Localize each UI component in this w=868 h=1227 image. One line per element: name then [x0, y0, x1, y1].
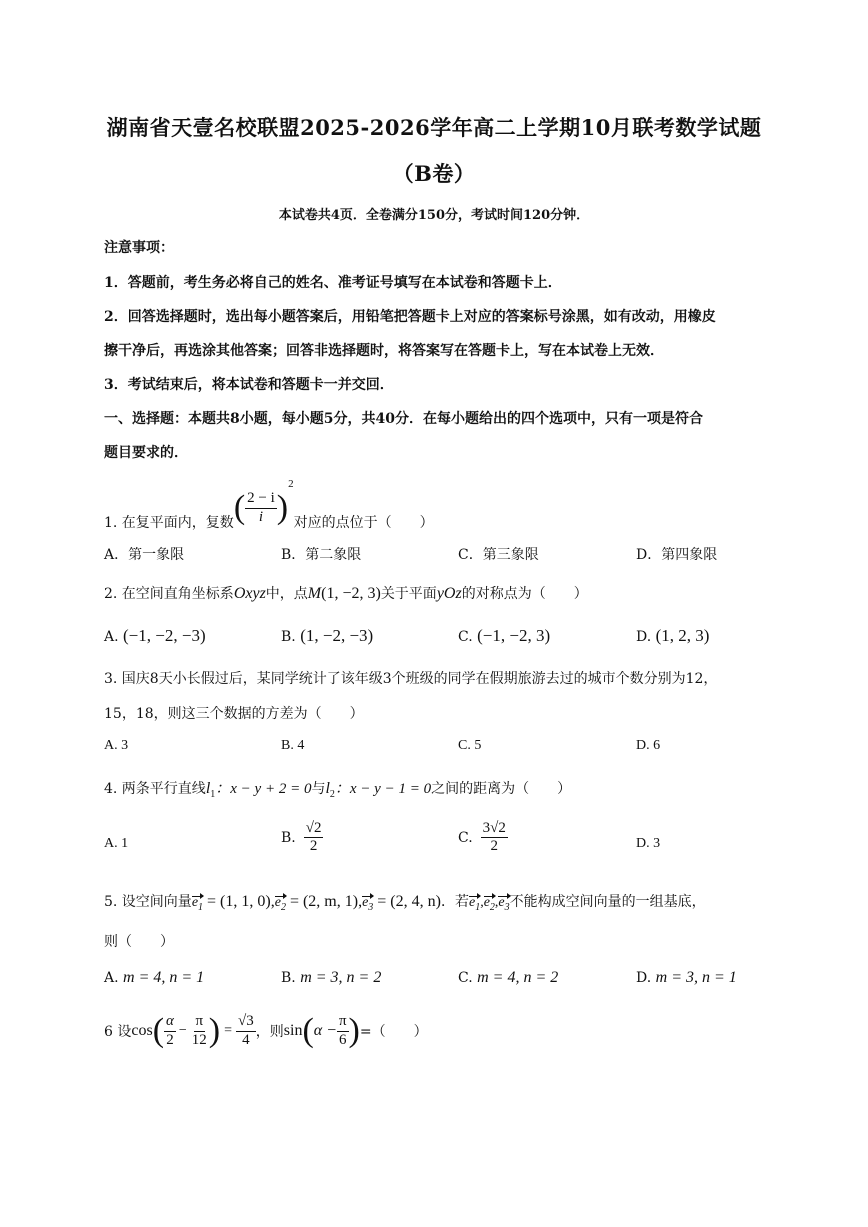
q5-option-c: C. m = 4, n = 2 — [458, 969, 559, 986]
q5-option-d: D. m = 3, n = 1 — [636, 969, 737, 986]
q1-suffix: 对应的点位于（ ） — [293, 515, 434, 531]
q3-option-c: C. 5 — [458, 738, 482, 753]
note-1: 1．答题前，考生务必将自己的姓名、准考证号填写在本试卷和答题卡上． — [104, 275, 562, 291]
q2-option-b: B. (1, −2, −3) — [281, 626, 374, 645]
q4-option-c: C. $\frac{3√2}{2}$ — [458, 820, 506, 855]
question-6: 6 设 cos ( $\frac{\alpha}{2}$ − $\frac{\pi}{12}$ ) = $\frac{√3}{4}$ ，则 sin ( α − $\frac{\pi}{6}$ ) =（ ） — [104, 1012, 428, 1049]
note-3: 3．考试结束后，将本试卷和答题卡一并交回． — [104, 377, 394, 393]
q1-prefix: 1. 在复平面内，复数 — [104, 515, 234, 531]
q1-exponent: 2 — [288, 478, 294, 490]
exam-volume: （B卷） — [392, 161, 476, 186]
q4-prefix: 4. 两条平行直线 — [104, 781, 206, 797]
q1-denominator: i — [258, 508, 264, 525]
q1-left-paren: ( — [233, 489, 246, 526]
q2-option-d: D. (1, 2, 3) — [636, 626, 710, 645]
question-2 — [104, 583, 588, 603]
q1-option-a: A．第一象限 — [104, 547, 185, 563]
question-5: 5. 设空间向量$e_1 = (1$, 1, $0),e_2 = (2$, m, $1),e_3 = (2$, 4, n)．若$e_1,e_2,e_3$不能构成空间向量的一组基底， — [104, 893, 706, 913]
question-5-line2: 则（ ） — [104, 934, 174, 950]
vector-e2: $e_2$ — [274, 895, 286, 913]
q2-coords: (1, −2, 3) — [321, 585, 381, 602]
question-3-line2: 15，18，则这三个数据的方差为（ ） — [104, 706, 364, 722]
q2-point: M — [307, 585, 322, 602]
q2-plane: yOz — [436, 585, 462, 602]
q3-option-d: D. 6 — [636, 738, 661, 753]
q2-system: Oxyz — [233, 585, 266, 602]
q1-right-paren: ) — [276, 489, 289, 526]
note-2-line2: 擦干净后，再选涂其他答案；回答非选择题时，将答案写在答题卡上，写在本试卷上无效． — [104, 343, 664, 359]
q4-option-b: B. $\frac{√2}{2}$ — [281, 820, 322, 855]
question-3-line1: 3. 国庆8天小长假过后，某同学统计了该年级3个班级的同学在假期旅游去过的城市个数分别为12， — [104, 671, 718, 687]
q5-option-a: A. m = 4, n = 1 — [104, 969, 205, 986]
section1-line2: 题目要求的． — [104, 445, 188, 461]
exam-intro: 本试卷共4页．全卷满分150分，考试时间120分钟． — [278, 208, 590, 223]
q2-mid: 中，点 — [265, 586, 308, 602]
section1-line1: 一、选择题：本题共8小题，每小题5分，共40分．在每小题给出的四个选项中，只有一项是符合 — [104, 411, 703, 427]
q2-prefix: 2. 在空间直角坐标系 — [104, 586, 234, 602]
q5-option-b: B. m = 3, n = 2 — [281, 969, 382, 986]
q4-option-a: A. 1 — [104, 836, 129, 851]
q1-fraction — [245, 490, 277, 526]
q2-mid2: 关于平面 — [380, 586, 437, 602]
q4-suffix: 之间的距离为（ ） — [431, 781, 572, 797]
q1-option-c: C．第三象限 — [458, 547, 539, 563]
q2-suffix: 的对称点为（ ） — [461, 586, 588, 602]
q4-eq2: ：x − y − 1 = 0 — [334, 781, 432, 797]
question-1 — [104, 478, 434, 532]
q1-numerator: 2 − i — [245, 490, 277, 508]
vector-e1: $e_1$ — [191, 895, 204, 913]
q4-eq1: ：x − y + 2 = 0 — [215, 781, 312, 797]
q2-option-a: A. (−1, −2, −3) — [104, 626, 206, 645]
q3-option-a: A. 3 — [104, 738, 129, 753]
q1-option-d: D．第四象限 — [636, 547, 718, 563]
q2-option-c: C. (−1, −2, 3) — [458, 626, 551, 645]
exam-title: 湖南省天壹名校联盟2025-2026学年高二上学期10月联考数学试题 — [106, 115, 762, 140]
note-2-line1: 2．回答选择题时，选出每小题答案后，用铅笔把答题卡上对应的答案标号涂黑，如有改动，用橡皮 — [104, 309, 716, 325]
q3-option-b: B. 4 — [281, 738, 305, 753]
question-4: 4. 两条平行直线$l_1$：x − y + 2 = 0与$l_2$：x − y − 1 = 0之间的距离为（ ） — [104, 780, 572, 800]
vector-e3: $e_3$ — [362, 895, 374, 913]
q1-option-b: B．第二象限 — [281, 547, 362, 563]
q4-option-d: D. 3 — [636, 836, 661, 851]
notes-heading: 注意事项： — [104, 240, 174, 256]
